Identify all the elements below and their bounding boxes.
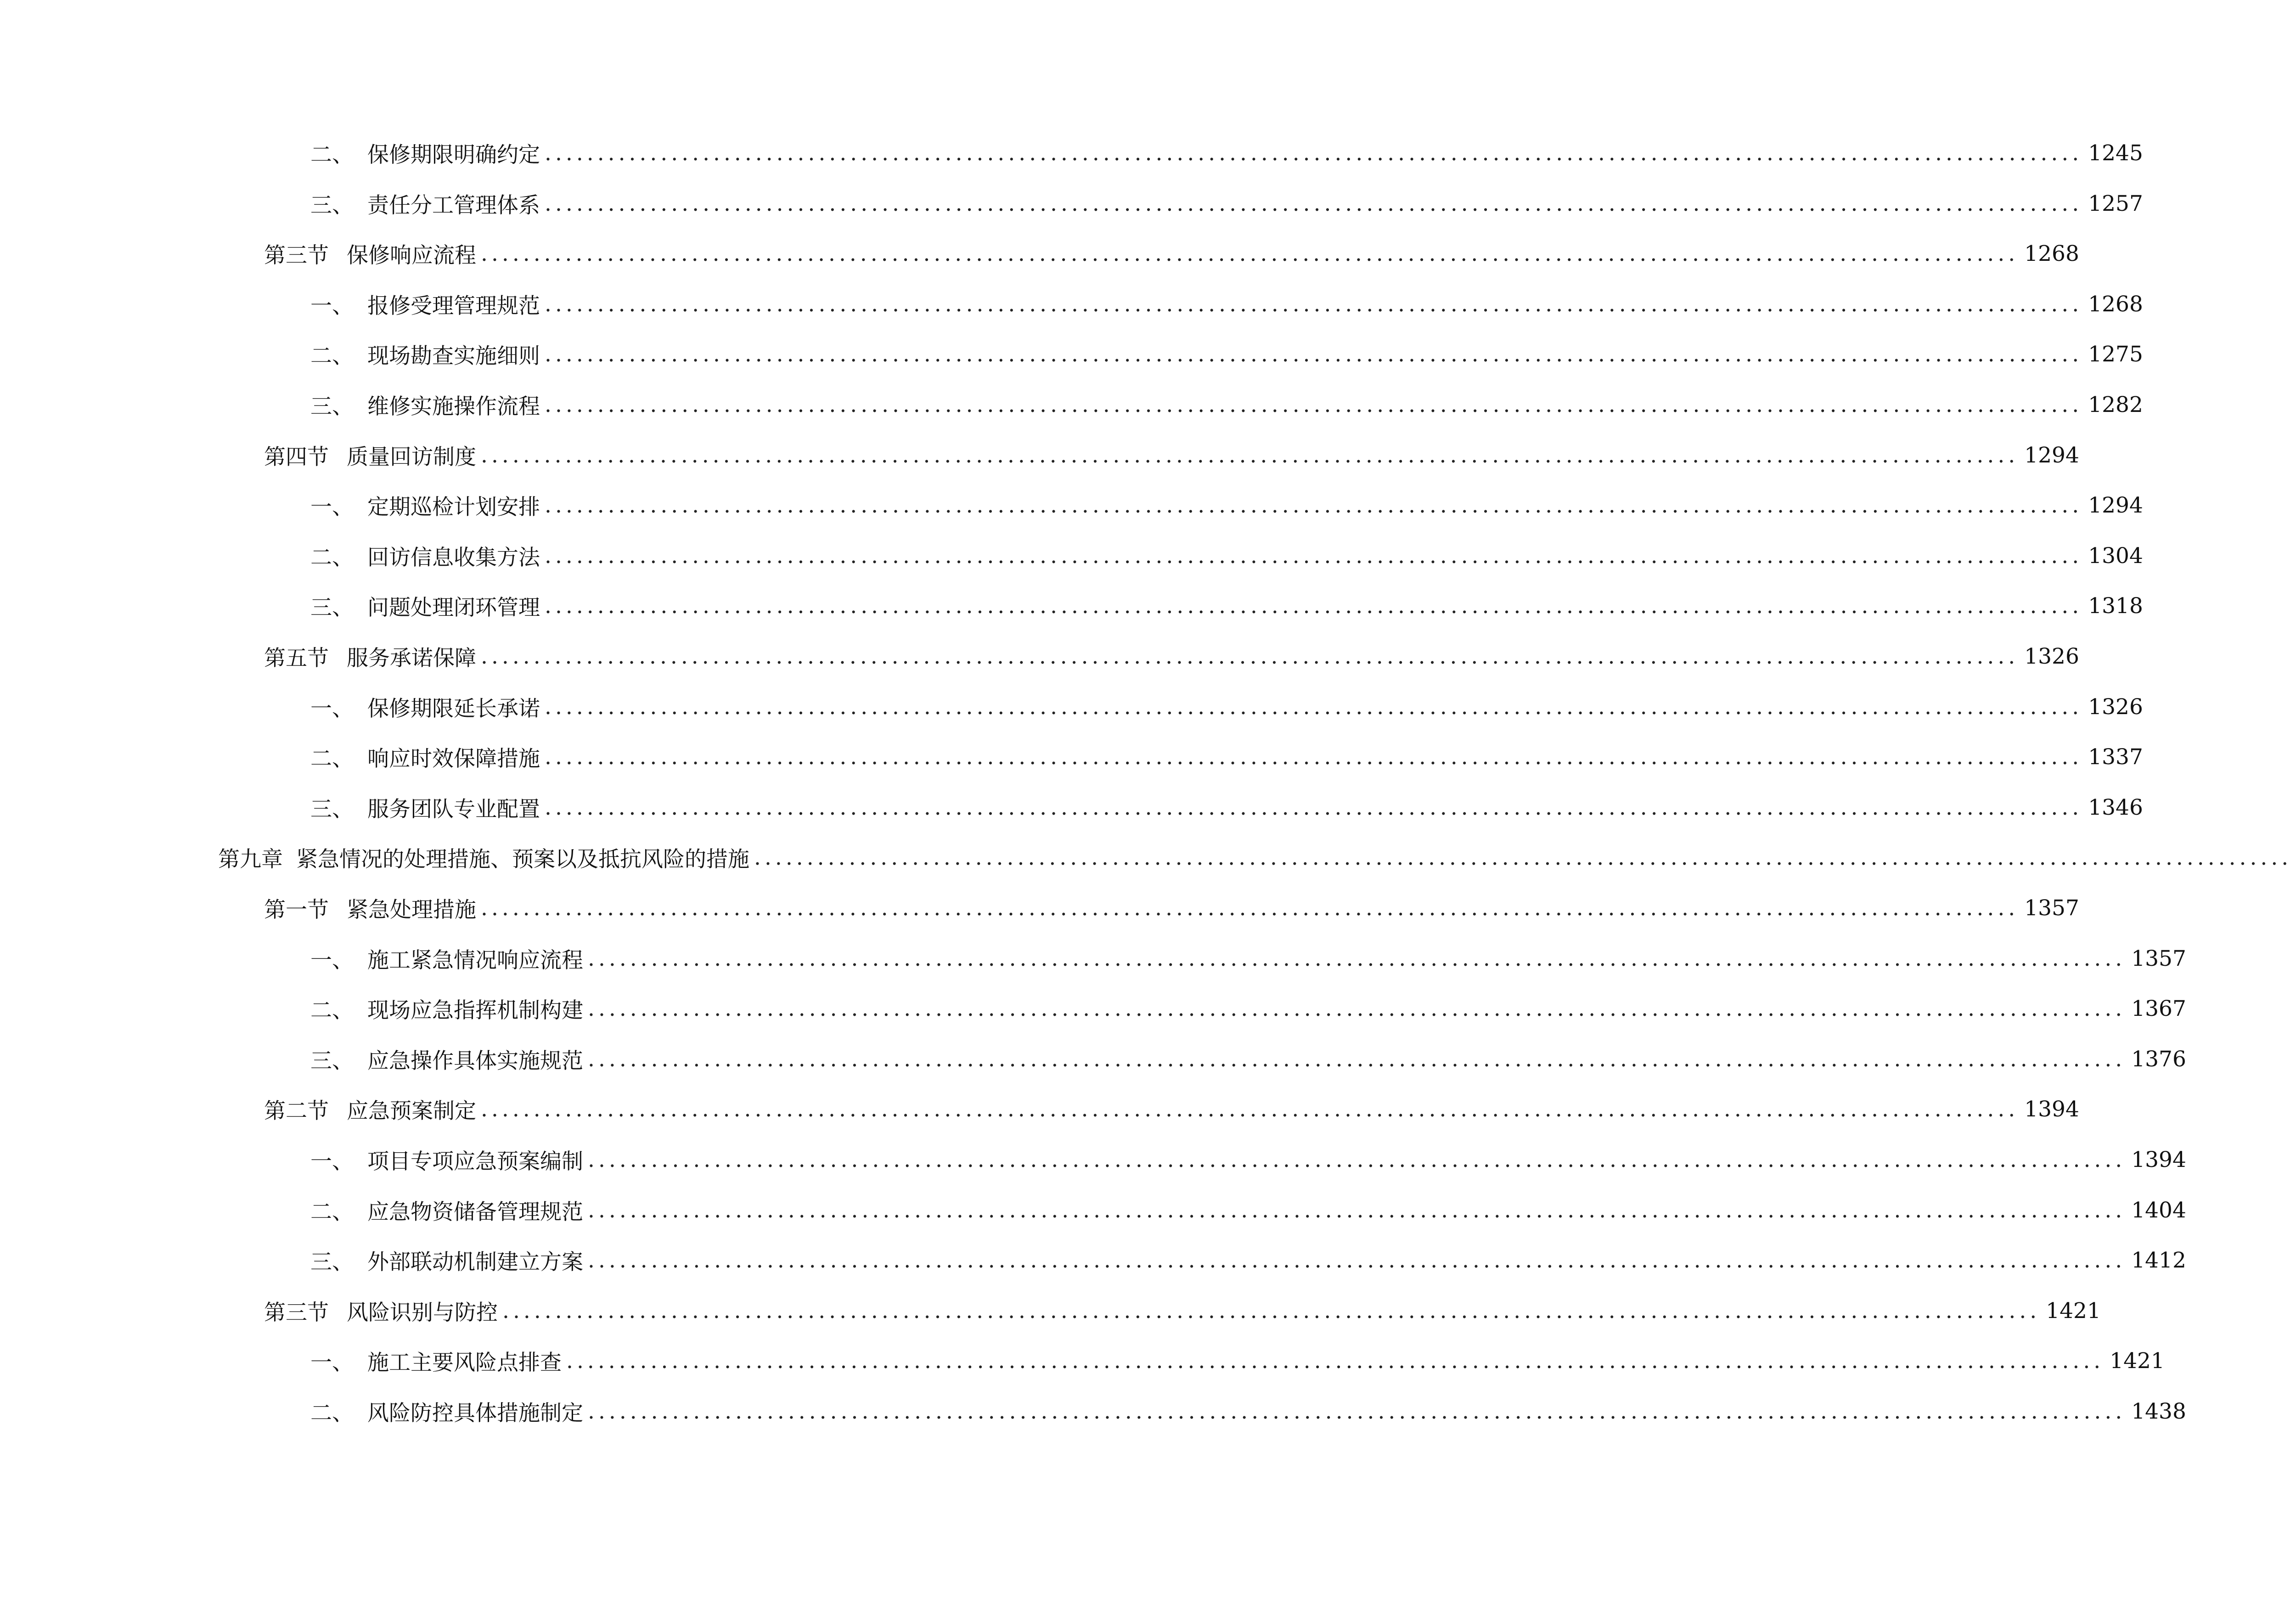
toc-entry-page-number: 1268: [2024, 241, 2079, 266]
dot-leader: ..................................................................................................................................................: [481, 442, 2019, 468]
toc-entry[interactable]: [310, 738, 2143, 775]
toc-entry-number: 一、: [310, 1350, 354, 1375]
toc-entry-page-number: 1394: [2024, 1096, 2079, 1122]
toc-entry-title: 现场应急指挥机制构建: [367, 997, 583, 1023]
toc-entry-title: 紧急情况的处理措施、预案以及抵抗风险的措施: [296, 846, 749, 872]
toc-entry-title: 现场勘查实施细则: [367, 343, 540, 369]
toc-entry[interactable]: [310, 990, 2186, 1027]
toc-entry-page-number: 1357: [2131, 946, 2186, 971]
toc-entry-number: 二、: [310, 142, 354, 168]
toc-entry-number: 第九章: [218, 846, 283, 872]
toc-entry[interactable]: [310, 537, 2143, 574]
toc-entry[interactable]: [264, 638, 2079, 675]
dot-leader: ..................................................................................................................................................: [566, 1348, 2105, 1374]
dot-leader: ..................................................................................................................................................: [588, 1197, 2126, 1223]
dot-leader: ..................................................................................................................................................: [545, 593, 2083, 619]
toc-entry-label: [310, 188, 540, 219]
dot-leader: ..................................................................................................................................................: [545, 794, 2083, 820]
toc-entry-title: 外部联动机制建立方案: [367, 1249, 583, 1275]
toc-entry-page-number: 1367: [2131, 996, 2186, 1021]
toc-entry-page-number: 1421: [2110, 1348, 2165, 1374]
toc-entry-number: 二、: [310, 746, 354, 772]
toc-entry-number: 第四节: [264, 444, 329, 470]
toc-entry[interactable]: [310, 1242, 2186, 1279]
toc-entry-page-number: 1245: [2088, 140, 2143, 166]
toc-entry-number: 三、: [310, 1048, 354, 1074]
toc-entry[interactable]: [310, 1141, 2186, 1178]
dot-leader: ..................................................................................................................................................: [545, 140, 2083, 166]
toc-entry-page-number: 1326: [2024, 643, 2079, 669]
toc-entry[interactable]: [310, 1342, 2165, 1379]
dot-leader: ..................................................................................................................................................: [545, 291, 2083, 317]
toc-entry-page-number: 1282: [2088, 392, 2143, 417]
toc-entry-page-number: 1326: [2088, 694, 2143, 720]
toc-entry[interactable]: [310, 386, 2143, 423]
toc-entry-number: 一、: [310, 293, 354, 319]
toc-entry-label: [310, 1245, 583, 1276]
toc-entry-number: 一、: [310, 947, 354, 973]
toc-entry-label: [264, 893, 476, 924]
toc-entry-title: 紧急处理措施: [347, 897, 476, 923]
toc-entry-page-number: 1412: [2131, 1247, 2186, 1273]
toc-entry-page-number: 1318: [2088, 593, 2143, 619]
toc-entry-number: 三、: [310, 394, 354, 419]
toc-entry[interactable]: [310, 587, 2143, 624]
toc-entry[interactable]: [310, 135, 2143, 171]
toc-entry-label: [310, 138, 540, 169]
toc-entry[interactable]: [310, 688, 2143, 725]
toc-entry-number: 二、: [310, 997, 354, 1023]
dot-leader: ..................................................................................................................................................: [545, 191, 2083, 216]
dot-leader: ..................................................................................................................................................: [545, 341, 2083, 367]
toc-entry-title: 质量回访制度: [347, 444, 476, 470]
toc-entry-number: 三、: [310, 1249, 354, 1275]
toc-entry[interactable]: [310, 1041, 2186, 1077]
toc-entry-title: 应急操作具体实施规范: [367, 1048, 583, 1074]
toc-entry[interactable]: [264, 1091, 2079, 1127]
toc-entry[interactable]: [310, 286, 2143, 322]
toc-entry-number: 第三节: [264, 242, 329, 268]
toc-entry-page-number: 1304: [2088, 543, 2143, 569]
toc-entry[interactable]: [310, 185, 2143, 222]
toc-entry-page-number: 1376: [2131, 1046, 2186, 1072]
toc-entry[interactable]: [310, 487, 2143, 524]
toc-entry-title: 项目专项应急预案编制: [367, 1149, 583, 1174]
toc-entry-label: [264, 238, 476, 269]
toc-entry[interactable]: [264, 890, 2079, 926]
toc-entry-number: 第五节: [264, 645, 329, 671]
toc-entry-title: 保修响应流程: [347, 242, 476, 268]
toc-entry-label: [264, 440, 476, 471]
toc-entry-number: 一、: [310, 1149, 354, 1174]
toc-entry-label: [310, 1396, 583, 1427]
toc-entry-page-number: 1257: [2088, 191, 2143, 216]
toc-entry-page-number: 1394: [2131, 1147, 2186, 1172]
toc-entry-page-number: 1268: [2088, 291, 2143, 317]
dot-leader: ..................................................................................................................................................: [545, 744, 2083, 770]
toc-entry-label: [218, 842, 749, 873]
toc-entry[interactable]: [310, 789, 2143, 826]
toc-entry-page-number: 1438: [2131, 1398, 2186, 1424]
toc-entry[interactable]: [264, 437, 2079, 473]
dot-leader: ..................................................................................................................................................: [588, 946, 2126, 971]
dot-leader: ..................................................................................................................................................: [545, 392, 2083, 417]
toc-entry-number: 第一节: [264, 897, 329, 923]
toc-entry-page-number: 1275: [2088, 341, 2143, 367]
toc-entry-title: 应急物资储备管理规范: [367, 1199, 583, 1225]
dot-leader: ..................................................................................................................................................: [545, 694, 2083, 720]
toc-entry-label: [310, 389, 540, 420]
toc-entry-label: [264, 1094, 476, 1125]
toc-entry-label: [310, 742, 540, 772]
toc-entry-title: 定期巡检计划安排: [367, 494, 540, 520]
toc-entry-title: 应急预案制定: [347, 1098, 476, 1124]
dot-leader: ..................................................................................................................................................: [588, 996, 2126, 1021]
toc-entry-label: [310, 792, 540, 823]
toc-entry-number: 三、: [310, 796, 354, 822]
toc-entry-page-number: 1404: [2131, 1197, 2186, 1223]
dot-leader: ..................................................................................................................................................: [754, 845, 2292, 870]
toc-entry-number: 二、: [310, 545, 354, 570]
toc-entry-title: 报修受理管理规范: [367, 293, 540, 319]
toc-entry-label: [310, 1346, 562, 1376]
dot-leader: ..................................................................................................................................................: [481, 241, 2019, 266]
toc-entry-title: 响应时效保障措施: [367, 746, 540, 772]
toc-entry-label: [310, 339, 540, 370]
toc-entry[interactable]: [310, 1192, 2186, 1228]
toc-entry-title: 风险识别与防控: [347, 1300, 498, 1325]
dot-leader: ..................................................................................................................................................: [545, 492, 2083, 518]
toc-entry-number: 一、: [310, 494, 354, 520]
toc-entry[interactable]: [310, 1393, 2186, 1430]
toc-entry-label: [310, 591, 540, 621]
toc-entry[interactable]: [310, 336, 2143, 372]
toc-entry-label: [310, 541, 540, 571]
dot-leader: ..................................................................................................................................................: [588, 1046, 2126, 1072]
toc-entry-label: [310, 490, 540, 521]
toc-entry-page-number: 1294: [2088, 492, 2143, 518]
toc-entry-number: 一、: [310, 696, 354, 721]
toc-entry-page-number: 1357: [2024, 895, 2079, 921]
dot-leader: ..................................................................................................................................................: [588, 1398, 2126, 1424]
toc-entry-title: 问题处理闭环管理: [367, 595, 540, 620]
toc-entry-label: [310, 1195, 583, 1226]
toc-entry-title: 回访信息收集方法: [367, 545, 540, 570]
toc-entry-number: 二、: [310, 1400, 354, 1426]
toc-entry-title: 责任分工管理体系: [367, 192, 540, 218]
toc-entry-label: [310, 1044, 583, 1075]
toc-entry-title: 维修实施操作流程: [367, 394, 540, 419]
dot-leader: ..................................................................................................................................................: [588, 1247, 2126, 1273]
toc-entry[interactable]: [264, 235, 2079, 272]
dot-leader: ..................................................................................................................................................: [481, 643, 2019, 669]
dot-leader: ..................................................................................................................................................: [481, 895, 2019, 921]
toc-entry-number: 第三节: [264, 1300, 329, 1325]
toc-entry-page-number: 1337: [2088, 744, 2143, 770]
toc-entry-label: [264, 1296, 498, 1326]
toc-entry-title: 保修期限延长承诺: [367, 696, 540, 721]
dot-leader: ..................................................................................................................................................: [545, 543, 2083, 569]
toc-entry-page-number: 1294: [2024, 442, 2079, 468]
toc-entry-page-number: 1421: [2046, 1298, 2101, 1324]
toc-entry-number: 三、: [310, 192, 354, 218]
toc-entry-title: 服务团队专业配置: [367, 796, 540, 822]
toc-entry[interactable]: [310, 940, 2186, 977]
toc-entry-title: 服务承诺保障: [347, 645, 476, 671]
toc-entry-title: 施工主要风险点排查: [367, 1350, 562, 1375]
dot-leader: ..................................................................................................................................................: [588, 1147, 2126, 1172]
toc-entry-label: [264, 641, 476, 672]
toc-entry-label: [310, 692, 540, 722]
toc-entry-number: 二、: [310, 343, 354, 369]
toc-entry-number: 二、: [310, 1199, 354, 1225]
toc-entry-number: 三、: [310, 595, 354, 620]
dot-leader: ..................................................................................................................................................: [502, 1298, 2041, 1324]
toc-entry-title: 施工紧急情况响应流程: [367, 947, 583, 973]
toc-entry-label: [310, 993, 583, 1024]
toc-entry-number: 第二节: [264, 1098, 329, 1124]
toc-entry[interactable]: [264, 1292, 2101, 1329]
toc-entry-page-number: 1346: [2088, 794, 2143, 820]
toc-entry-title: 风险防控具体措施制定: [367, 1400, 583, 1426]
toc-entry-label: [310, 943, 583, 974]
toc-entry-label: [310, 1144, 583, 1175]
toc-entry-label: [310, 289, 540, 320]
toc-entry[interactable]: [218, 839, 2292, 876]
toc-entry-title: 保修期限明确约定: [367, 142, 540, 168]
dot-leader: ..................................................................................................................................................: [481, 1096, 2019, 1122]
